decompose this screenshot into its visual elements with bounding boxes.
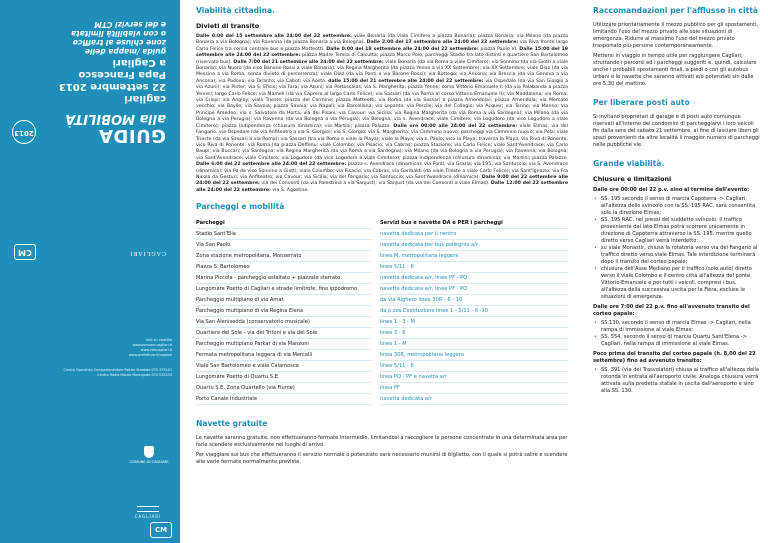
year-badge: 2013	[12, 120, 36, 144]
table-row: Fermata metropolitana leggera di via Mercalli	[196, 350, 372, 361]
raccomandazioni-title: Raccomandazioni per l'afflusso in città	[593, 6, 759, 15]
chiusure-period-1: Dalle ore 00:00 del 22 p.v. sino al termine dell'evento:	[593, 187, 750, 193]
table-row: Marina Piccola - parcheggio asfaltato + piazzale sterrato	[196, 273, 372, 284]
cover-panel	[0, 0, 180, 543]
parcheggi-header: Parcheggi	[196, 218, 372, 229]
table-row: Parcheggio multipiano di via Amat	[196, 295, 372, 306]
servizi-col	[380, 218, 568, 405]
cm-logo: CM	[14, 244, 36, 260]
table-row: Parcheggio multipiano Parkar di via Manzoni	[196, 339, 372, 350]
list-item: • chiusura dell'Asse Mediano per il traffico (solo auto) diretto verso il viale Colombo e il centro città all'altezza del ponte Vittorio Emanuele e per tutti i veicoli, compresi i bus, all'altezza della successiva uscita per la Fiera, escluse le situazioni di emergenza.	[593, 266, 761, 301]
viabilita-title: Viabilità cittadina.	[196, 6, 276, 15]
servizi-header: Servizi bus e navette DA e PER i parcheggi	[380, 218, 568, 229]
table-row: linee 3 - 6	[380, 328, 568, 339]
liberare-text: Si invitano proprietari di garage e di posti auto comunque riservati all'interno dei condomini di parcheggiarvi i loro veicoli fin dalla sera del sabato 21 settembre, al fine di lasciare liberi gli spazi provenienti da altre località il maggior numero di parcheggi nelle pubbliche vie.	[593, 114, 760, 148]
table-row: Parcheggio multipiano di via Regina Elena	[196, 306, 372, 317]
table-row: navetta dedicata per il rientro	[380, 229, 568, 240]
table-row: Via San Paolo	[196, 240, 372, 251]
chiusure-list-3	[593, 367, 761, 395]
table-row: Piazza S. Bartolomeo	[196, 262, 372, 273]
table-row: linee 5/11 - 6	[380, 361, 568, 372]
viabilita-column	[196, 6, 568, 543]
cm-logo-bottom: CM	[150, 522, 172, 538]
list-item: • SS.130, secondo il senso di marcia Elmas -> Cagliari, nella rampa di immissione al viale Elmas;	[593, 320, 761, 334]
list-item: • SS. 391 (via dei Trasvolatori) chiusa al traffico all'altezza della rotonda in entrata all'aeroporto civile. Analoga chiusura verrà attivata sulla predetta statale in uscita dall'aeroporto e sino alla SS. 130.	[593, 367, 761, 395]
table-row: Lungomare Poetto di Cagliari e strade limitrofe, fino ippodromo	[196, 284, 372, 295]
grande-viabilita-title: Grande viabilità.	[593, 159, 665, 168]
table-row: navetta dedicata a/r, linee PF - PQ	[380, 284, 568, 295]
divieti-text: Dalle 0:00 del 15 settembre alle 24:00 del 22 settembre: viale Bonaria (da viale Cimitero a piazza Bonaria); piazza Bonaria; via Milano (da piazza Bonaria a via Bologna); via Ravenna (da piazza Bonaria a via Bologna). Dalle 2:00 del 17 settembre alle 24:00 del 22 settembre: via Riva fronte largo Carlo Felice tra corsia centrale bus e piazza Matteotti. Dalle 0:00 del 18 settembre alle 24:00 del 22 settembre: piazza Paolo VI. Dalle 15:00 del 19 settembre alle 24:00 del 22 settembre: piazza Madre Teresa di Calcutta; piazza Marco Polo; parcheggi Stadio tra lato distinti e quartiere San Bartolomeo (riservato bus). Dalle 7:00 del 21 settembre alle 24:00 del 22 settembre: viale Bonaria (da via Roma a viale Cimitero); via Sonnino (da via Giotti a viale Bonaria); via Nuoro (da vico Banone Rossi a viale Bonaria); via Regina Margherita (da piazza Yenne a via XX Settembre); via XX Settembre; viale Diaz (da via Messina a via Roma, senza divieto di percorrenza); viale Diaz (da via Ponti a via Barone Rossi); via Bottego; via Ancona; via Brescia (da via Genova a via Ancona); via Padova; via Taranto; via Cabot; via Aosta. dalle 15:00 del 21 settembre alle 24:00 del 22 settembre: via Ospedale (da via San Giorgio a via Azuni); via Pinter; via S. Efisio; via Fara; via Azuni; via Portoscalas; via S. Margherita; piazza Yenne; corso Vittorio Emanuele II (da via Palabanda a piazza Yenne); largo Carlo Felice; via Mameli (da via Caprera al largo Carlo Felice); via Sassari (da via Roma al corso Vittorio Emanuele II); via Maddalena; via Roma; via Crispi; via Angioy; viale Trieste; piazza del Carmine; piazza Matteotti; via Roma (da via Sassari a piazza Amendola); piazza Amendola; via Mercato vecchio; via Baylle; via Savoia; piazza Savoia; via Napoli; via Barcellona; via Lepanto; via Porcile; via del Collegio; via Acquer; via Torino; via Manno; via Principe Amedeo; via s. Salvatore da Horta; via dei Pisani; via Cavour; via Sicilia; via Regina Margherita (da via Roma a via Sardegna); via Milano (da via Bologna a via Perugia); via Ravenna (da via Bologna a via Perugia); via Bologna; via s. Avendrace; viale Cimitero; via Logudoro (da vico Logudoro a viale Cimitero); piazza Indipendenza (chiusura dinamica); via Martini; piazza Palazzo. Dalle ore 00:00 alle 24:00 del 22 settembre: viale Elmas, via del Fangario, via Ospedale (da via Anfiteatro a via S. Giorgio); via S. Giorgio; via S. Margherita; via Cammino nuovo; parcheggi via Cammino nuovo; via Pola; viale Trieste (da via Sassari a via Roma); via Sassari (tra via Roma e viale la Playa); viale la Playa; via s. Paolo; vico la Playa; traversa la Playa, via Riva di Ponente, vico Riva di Ponente, via Roma (da piazza Deffenu; viale Colombo; via Pisacio; via Cabras; piazza Stazione; via Carlo Felice; viale Sant'Avendrace; via Carlo Baupi; via Buccari; via Sardegna; via Regina Margherita (da via Roma a via Sardegna); via Milano (da via Bologna a via Perugia); via Ravenna; via Bologna; via Sant'Avendrace; viale Cimitero; via Logudoro (da vico Logudoro a viale Cimitero); piazza Indipendenza (chiusura dinamica); via Martini; piazza Palazzo. Dalle 6:00 del 22 settembre alle 24:00 del 22 settembre: piazza s. Avendrace (dinamica); via Ponti; via Grazia; via 195; via Santuccio; via S. Avendrace (dinamica); via Po da vico Sonnino a Giotti; viale Colombo; via Pisacio; via Cabras; via Garibaldi (da viale Trieste a viale Carlo Felice); via Sant'Ignazio; via Fra Nicola da Gesturi; via Anfiteatro; via Cavour; via Sicilia; via del Fangario; via Santuccio; via Sant'Avendrace (dinamica). Dalle 9:00 del 22 settembre alle 24:00 del 22 settembre: via dei Conventi (da via Palestrina a via Sanjust); via Sanjust (da via dei Conventi a viale Elmas). Dalle 12:00 del 22 settembre alle 24:00 del 22 settembre: via S. Agostino.	[196, 34, 569, 193]
table-row: Porto Canale industriale	[196, 394, 372, 405]
table-row: Via San Alenixedda (conservatorio musicale)	[196, 317, 372, 328]
raccomandazioni-text-2: Mettersi in viaggio in tempo utile per raggiungere Cagliari, sfruttando i percorsi ed i parcheggi suggeriti e, quindi, calcolare anche i probabili spostamenti finali, a piedi o con gli autobus urbani e le navette che saranno attivati e/o potenziati sin dalle ore 5,30 del mattino.	[593, 53, 757, 87]
table-row: linee 5/11 - 6	[380, 262, 568, 273]
divieti-title: Divieti di transito	[196, 22, 260, 30]
parcheggi-title: Parcheggi e mobilità	[196, 202, 285, 212]
table-row: linea PQ - PF e navetta a/r	[380, 372, 568, 383]
comune-logo: COMUNE DI CAGLIARI	[124, 446, 174, 464]
seal-icon	[144, 446, 154, 458]
chiusure-period-3: Poco prima del transito del corteo papale (h. 8,00 del 22 settembre) fino ad avvenuto transito:	[593, 351, 756, 364]
table-row: linea PF	[380, 383, 568, 394]
table-row: linee M, metropolitana leggera	[380, 251, 568, 262]
cagliari-brand: CAGLIARI	[129, 250, 166, 256]
table-row: linee 1 - 3 - M	[380, 317, 568, 328]
table-row: linea 30R, metropolitana leggera	[380, 350, 568, 361]
navette-text-1: Le navette saranno gratuite, non effettueranno fermate intermedie, limitandosi a raccogliere le persone concentrate in una determinata area per farle scendere esclusivamente nei luoghi di arrivo.	[196, 435, 568, 449]
cover-subtitle: cagliari 22 settembre 2013 Papa Francesco a Cagliari	[58, 57, 166, 104]
list-item: • SS. 195 secondo il senso di marcia Capoterra -> Cagliari, all'altezza dello svincolo con la SS. 195 RAC, sarà consentita solo la direzione Elmas;	[593, 196, 761, 217]
table-row: da p.zza Costituzione linee 1 - 5/11 - 6 -10	[380, 306, 568, 317]
list-item: • su viale Monastir, chiusa la rotatoria verso via del Fangario al traffico diretto verso viale Elmas. Tale interdizione terminerà dopo il transito del corteo papale;	[593, 245, 761, 266]
cover-back	[0, 270, 180, 543]
table-row: navetta dedicata per bus pellegrini a/r	[380, 240, 568, 251]
chiusure-period-2: Dalle ore 7:00 del 22 p.v. fino all'avvenuto transito del corteo papale:	[593, 304, 750, 317]
chiusure-list-1	[593, 196, 761, 301]
link-ctm[interactable]: www.ctmcagliari.it	[140, 348, 172, 352]
parcheggi-col	[196, 218, 372, 405]
cover-guide-text: guida /mappa delle zone chiuse al traffico o con viabilità limitata e dei servizi CTM	[71, 20, 166, 56]
cover-title-2: alla MOBILITÀ	[65, 111, 166, 126]
cagliari-bars-icon	[137, 506, 159, 512]
table-row: Lungomare Poetto di Quartu S.E.	[196, 372, 372, 383]
link-comune[interactable]: www.comune.cagliari.it	[132, 343, 172, 347]
table-row: Stadio Sant'Elia	[196, 229, 372, 240]
info-links: Info su viabilità www.comune.cagliari.it www.ctmcagliari.it www.prefettura.it/cagliari	[60, 338, 172, 358]
raccomandazioni-column	[593, 6, 761, 543]
table-row: linee 1 - M	[380, 339, 568, 350]
list-item: • SS. 554, secondo il senso di marcia Quartu Sant'Elena -> Cagliari, nella rampa di immissione al viale Elmas.	[593, 334, 761, 348]
table-row: Zona stazione metropolitana, Monserrato	[196, 251, 372, 262]
table-row: Viale San Bartolomeo e viale Calamosca	[196, 361, 372, 372]
table-row: navetta dedicata a/r	[380, 394, 568, 405]
navette-title: Navette gratuite	[196, 419, 268, 429]
list-item: • SS. 195 RAC, nei pressi del suddetto svincolo: il traffico proveniente dal lato Elmas potrà scorrere unicamente in direzione di Capoterra attraverso la SS. 195, mentre quello diretto verso Cagliari verrà interdetto;	[593, 217, 761, 245]
cover-title: GUIDA	[98, 125, 166, 146]
table-row: da via Alghero linee 30R - 6 - 10	[380, 295, 568, 306]
chiusure-title: Chiusure e limitazioni	[593, 175, 672, 183]
table-row: navetta dedicata a/r, linee PF - PQ	[380, 273, 568, 284]
link-prefettura[interactable]: www.prefettura.it/cagliari	[128, 353, 172, 357]
liberare-title: Per liberare posti auto	[593, 98, 690, 107]
table-row: Quartu S.E. Zona Quartello (via Fiume)	[196, 383, 372, 394]
cagliari-logo: CAGLIARI	[124, 506, 172, 519]
chiusure-list-2	[593, 320, 761, 348]
table-row: Quartiere del Sole - via dei Tritoni e via del Sole	[196, 328, 372, 339]
navette-text-2: Per viaggiare sui bus che effettueranno il servizio normale o potenziato sarà necessario munirsi di biglietto, con il quale si potrà salire e scendere alle varie fermate normalmente previste.	[196, 452, 568, 466]
cover-rotated	[0, 0, 180, 270]
contacts: Centro Operativo Compartimentale Polizia Stradale 070 379141 Centro Radio Polizia Municipale 070 533533	[63, 368, 172, 377]
parcheggi-table	[196, 218, 568, 405]
raccomandazioni-text-1: Utilizzare prioritariamente il mezzo pubblico per gli spostamenti, limitando l'uso del mezzo privato alle sole situazioni di emergenza. Ridurre al massimo l'uso del mezzo privato trasportato più persone contemporaneamente.	[593, 22, 759, 49]
navette-section	[196, 419, 568, 466]
